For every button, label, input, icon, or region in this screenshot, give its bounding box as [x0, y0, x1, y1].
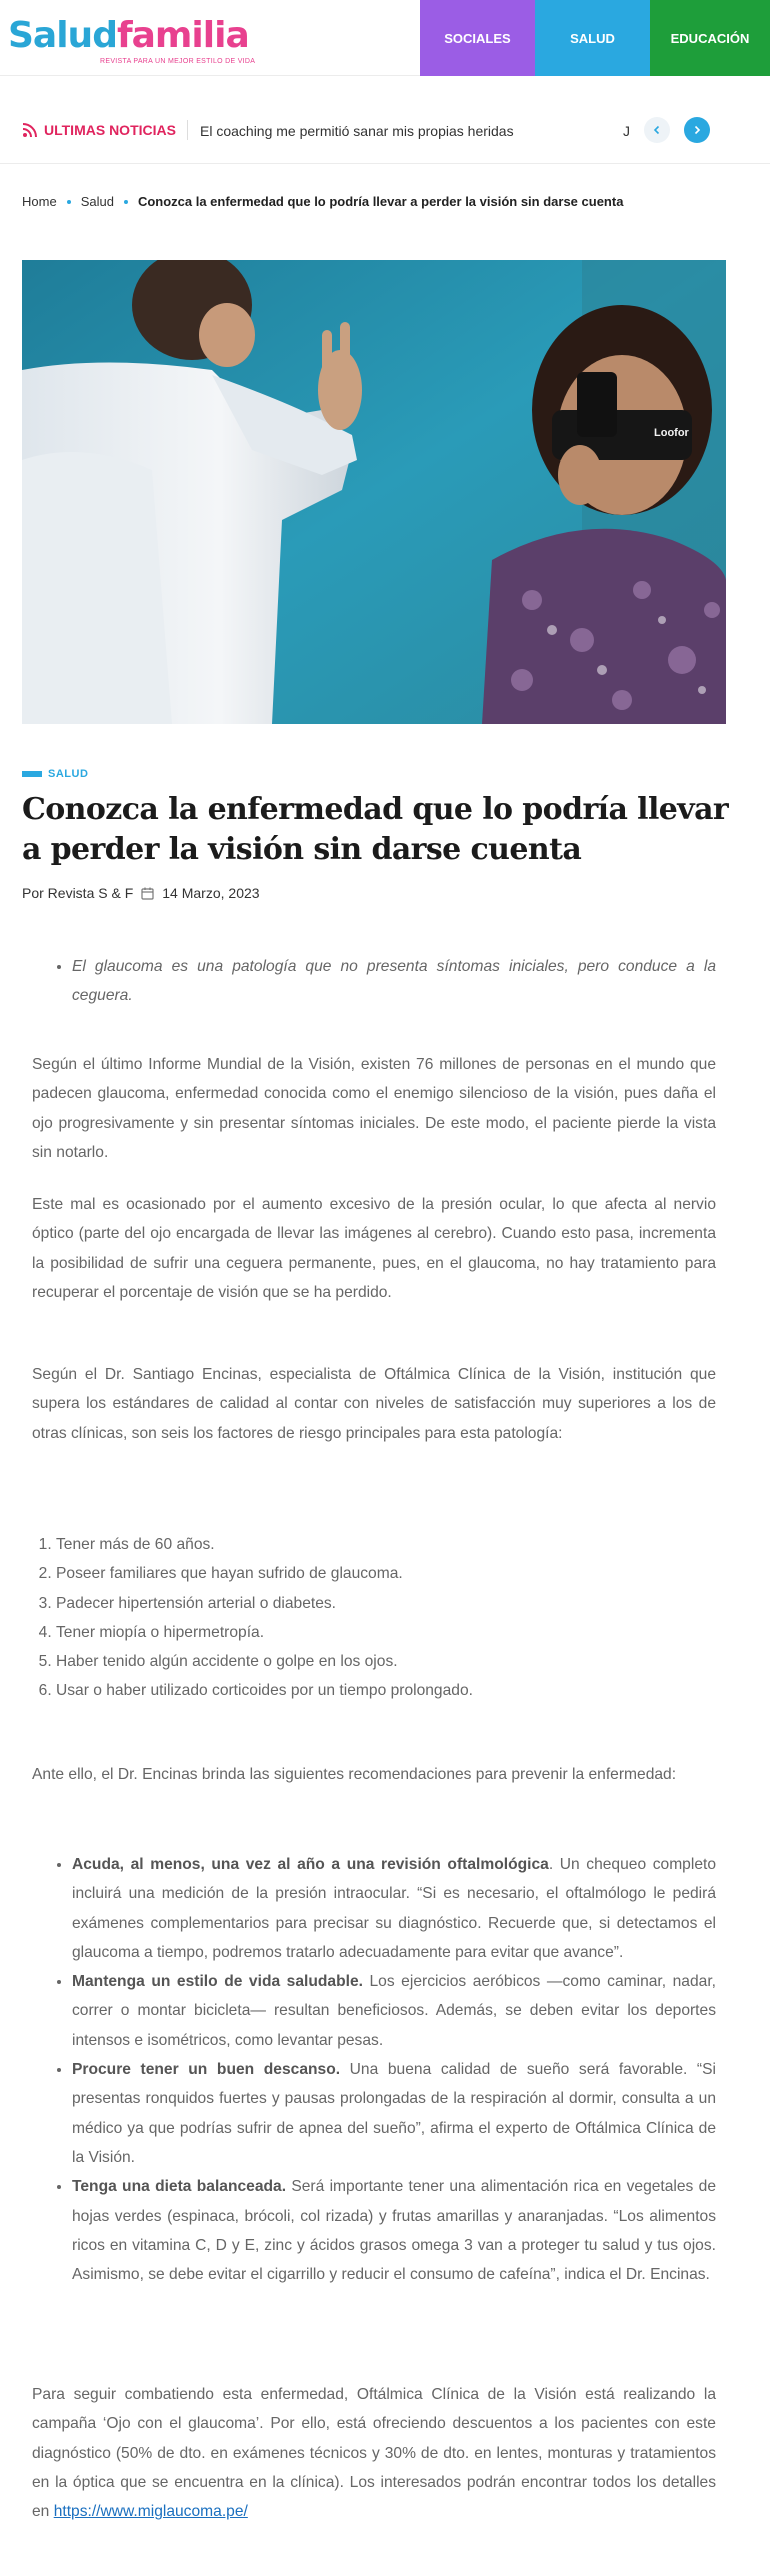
ticker-next-headline-fragment[interactable]: J: [623, 123, 630, 139]
nav-salud[interactable]: SALUD: [535, 0, 650, 76]
recommendation-heading: Procure tener un buen descanso.: [72, 2061, 341, 2079]
article-title: Conozca la enfermedad que lo podría llevar a perder la visión sin darse cuenta: [22, 792, 729, 867]
list-item: 6. Usar o haber utilizado corticoides por un tiempo prolongado.: [56, 1676, 716, 1705]
occluder-brand-label: Loofor: [654, 427, 689, 439]
breadcrumb-home[interactable]: Home: [22, 194, 57, 209]
list-item: 2. Poseer familiares que hayan sufrido de glaucoma.: [56, 1559, 716, 1588]
list-item: 5. Haber tenido algún accidente o golpe en los ojos.: [56, 1647, 716, 1676]
list-item: 3. Padecer hipertensión arterial o diabetes.: [56, 1589, 716, 1618]
paragraph-3: Según el Dr. Santiago Encinas, especialista de Oftálmica Clínica de la Visión, institución que supera los estándares de calidad al contar con niveles de satisfacción muy superiores a los de otras clínicas, son seis los factores de riesgo principales para esta patología:: [32, 1366, 716, 1442]
nav-sociales[interactable]: SOCIALES: [420, 0, 535, 76]
eye-exam-photo: [22, 260, 726, 724]
article-date: 14 Marzo, 2023: [162, 885, 260, 901]
ticker-label: [22, 122, 176, 138]
recommendation-heading: Tenga una dieta balanceada.: [72, 2178, 287, 2196]
recommendation-text: Será importante tener una alimentación rica en vegetales de hojas verdes (espinaca, brócoli, col rizada) y frutas amarillas y anaranjadas. “Los alimentos ricos en vitamina C, D y E, zinc y ácidos grasos omega 3 van a proteger tu salud y tus ojos. Asimismo, se debe evitar el cigarrillo y reducir el consumo de cafeína”, indica el Dr. Encinas.: [72, 2178, 716, 2284]
campaign-link[interactable]: https://www.miglaucoma.pe/: [53, 2503, 248, 2521]
article-category[interactable]: [22, 768, 88, 780]
risk-factors-list: [32, 1530, 716, 1706]
breadcrumb-separator: [67, 200, 71, 204]
list-item: [72, 1967, 716, 2055]
list-item: [72, 1850, 716, 1967]
rss-icon: [22, 122, 38, 138]
breadcrumb-current: Conozca la enfermedad que lo podría llevar a perder la visión sin darse cuenta: [137, 194, 624, 209]
nav-educacion[interactable]: EDUCACIÓN: [650, 0, 770, 76]
breadcrumb-separator: [124, 200, 128, 204]
recommendation-heading: Acuda, al menos, una vez al año a una revisión oftalmológica: [72, 1856, 549, 1873]
category-marker: [22, 771, 42, 777]
category-label: SALUD: [48, 768, 89, 780]
list-item: 4. Tener miopía o hipermetropía.: [56, 1618, 716, 1647]
paragraph-2: Este mal es ocasionado por el aumento excesivo de la presión ocular, lo que afecta al nervio óptico (parte del ojo encargada de llevar las imágenes al cerebro). Cuando esto pasa, incrementa la posibilidad de sufrir una ceguera permanente, pues, en el glaucoma, no hay tratamiento para recuperar el porcentaje de visión que se ha perdido.: [32, 1196, 716, 1301]
list-item: [72, 2172, 716, 2289]
main-nav: [420, 0, 770, 76]
ticker-headline[interactable]: El coaching me permitió sanar mis propias heridas: [200, 123, 514, 139]
article-byline: [22, 885, 260, 901]
logo-wordmark: Saludfamilia: [8, 15, 249, 56]
paragraph-5-text: Para seguir combatiendo esta enfermedad, Oftálmica Clínica de la Visión está realizando la campaña ‘Ojo con el glaucoma’. Por ello, está ofreciendo descuentos a los pacientes con este diagnóstico (50% de dto. en exámenes técnicos y 30% de dto. en lentes, monturas y tratamientos en la óptica que se encuentra en la clínica). Los interesados podrán encontrar todos los detalles en: [32, 2386, 716, 2521]
list-item: 1. Tener más de 60 años.: [56, 1530, 716, 1559]
chevron-right-icon: [692, 125, 702, 135]
article-author[interactable]: Por Revista S & F: [22, 885, 134, 901]
news-ticker: [0, 100, 770, 164]
recommendation-heading: Mantenga un estilo de vida saludable.: [72, 1973, 363, 1991]
recommendation-text: Una buena calidad de sueño será favorable. “Si presentas ronquidos fuertes y pausas prolongadas de la respiración al dormir, consulta a un médico ya que podrías sufrir de apnea del sueño”, afirma el experto de Oftálmica Clínica de la Visión.: [72, 2061, 716, 2166]
hero-image: [22, 260, 726, 724]
recommendations-list: [32, 1850, 716, 2289]
site-logo[interactable]: [8, 16, 258, 72]
ticker-prev-button[interactable]: [644, 117, 670, 143]
calendar-icon: [141, 887, 154, 900]
breadcrumb: [22, 194, 623, 209]
paragraph-5: [32, 2380, 716, 2526]
logo-tagline: REVISTA PARA UN MEJOR ESTILO DE VIDA: [100, 58, 256, 65]
chevron-left-icon: [652, 125, 662, 135]
paragraph-1: Según el último Informe Mundial de la Visión, existen 76 millones de personas en el mundo que padecen glaucoma, enfermedad conocida como el enemigo silencioso de la visión, pues daña el ojo progresivamente y sin presentar síntomas iniciales. De este modo, el paciente pierde la vista sin notarlo.: [32, 1056, 716, 1161]
list-item: [72, 2055, 716, 2172]
ticker-next-button[interactable]: [684, 117, 710, 143]
ticker-label-text: ULTIMAS NOTICIAS: [44, 122, 176, 138]
ticker-divider: [187, 120, 188, 140]
breadcrumb-section[interactable]: Salud: [80, 194, 114, 209]
recommendation-text: . Un chequeo completo incluirá una medición de la presión intraocular. “Si es necesario, el oftalmólogo le pedirá exámenes complementarios para precisar su diagnóstico. Recuerde que, si detectamos el glaucoma a tiempo, podremos tratarlo adecuadamente para evitar que avance”.: [72, 1856, 717, 1961]
site-header: [0, 0, 770, 76]
article-lead: • El glaucoma es una patología que no presenta síntomas iniciales, pero conduce a la ceguera.: [72, 952, 716, 1011]
article-lead-list: [32, 952, 716, 1011]
paragraph-4: Ante ello, el Dr. Encinas brinda las siguientes recomendaciones para prevenir la enfermedad:: [32, 1766, 677, 1783]
recommendation-text: Los ejercicios aeróbicos —como caminar, nadar, correr o montar bicicleta— resultan beneficiosos. Además, se deben evitar los deportes intensos e isométricos, como levantar pesas.: [72, 1973, 716, 2049]
